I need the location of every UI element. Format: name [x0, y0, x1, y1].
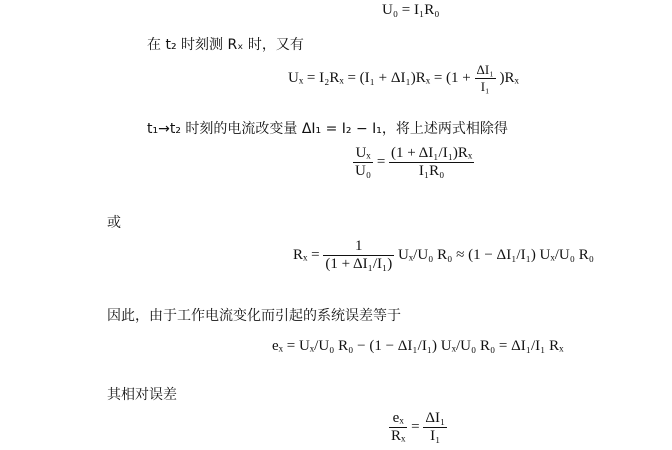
paragraph-5-text: 其相对误差: [107, 387, 177, 403]
equation-relative-error: [389, 410, 447, 445]
equation-rx-fraction-numerator: 1: [355, 238, 363, 254]
equation-ratio-right-denominator: I₁R₀: [389, 162, 474, 180]
equation-ux-fraction-denominator: I₁: [475, 78, 496, 95]
equation-ratio: [353, 145, 474, 180]
equation-rx-fraction-denominator: (1 + ΔI₁/I₁): [325, 256, 393, 272]
equation-relative-error-right-numerator: ΔI₁: [425, 410, 446, 426]
equation-ratio-equals: =: [376, 153, 386, 170]
equation-ratio-right: [389, 145, 474, 180]
equation-u0-text: U₀ = I₁R₀: [382, 2, 440, 18]
equation-rx-left: Rₓ =: [293, 246, 320, 263]
paragraph-1: [147, 34, 304, 54]
paragraph-1-text: 在 t₂ 时刻测 Rₓ 时，又有: [147, 37, 304, 53]
paragraph-2: [147, 118, 508, 138]
equation-relative-error-left-numerator: eₓ: [392, 410, 404, 426]
paragraph-2-text: t₁→t₂ 时刻的电流改变量 ΔI₁ = I₂ − I₁，将上述两式相除得: [147, 121, 508, 137]
equation-ratio-left: [353, 145, 373, 180]
equation-ux-fraction-numerator: ΔI₁: [476, 62, 494, 77]
paragraph-4: [107, 305, 401, 325]
paragraph-3-text: 或: [107, 215, 121, 231]
paragraph-5: [107, 384, 177, 404]
equation-ux: [288, 62, 519, 95]
equation-ex-text: eₓ = Uₓ/U₀ R₀ − (1 − ΔI₁/I₁) Uₓ/U₀ R₀ = ΔI₁/I₁ Rₓ: [272, 338, 564, 354]
equation-relative-error-right-denominator: I₁: [423, 427, 447, 445]
paragraph-4-text: 因此，由于工作电流变化而引起的系统误差等于: [107, 308, 401, 324]
paragraph-3: [107, 212, 121, 232]
equation-ratio-left-numerator: Uₓ: [355, 145, 371, 161]
equation-ratio-right-numerator: (1 + ΔI₁/I₁)Rₓ: [391, 145, 473, 161]
equation-ratio-left-denominator: U₀: [355, 163, 372, 179]
equation-relative-error-equals: =: [411, 418, 420, 435]
equation-rx-fraction: [323, 238, 394, 273]
equation-ux-paren-left: (1 +: [446, 69, 475, 86]
equation-ex: [272, 338, 564, 355]
equation-ux-fraction: [475, 62, 496, 95]
equation-relative-error-right: [423, 410, 447, 445]
equation-u0: [382, 2, 439, 19]
equation-relative-error-left: [389, 410, 407, 445]
equation-ux-paren-right: )Rₓ: [499, 69, 519, 86]
equation-rx-rest: Uₓ/U₀ R₀ ≈ (1 − ΔI₁/I₁) Uₓ/U₀ R₀: [397, 246, 594, 263]
equation-ux-left: Uₓ = I₂Rₓ = (I₁ + ΔI₁)Rₓ =: [288, 69, 447, 86]
equation-rx: [293, 238, 594, 273]
equation-relative-error-left-denominator: Rₓ: [391, 428, 406, 444]
